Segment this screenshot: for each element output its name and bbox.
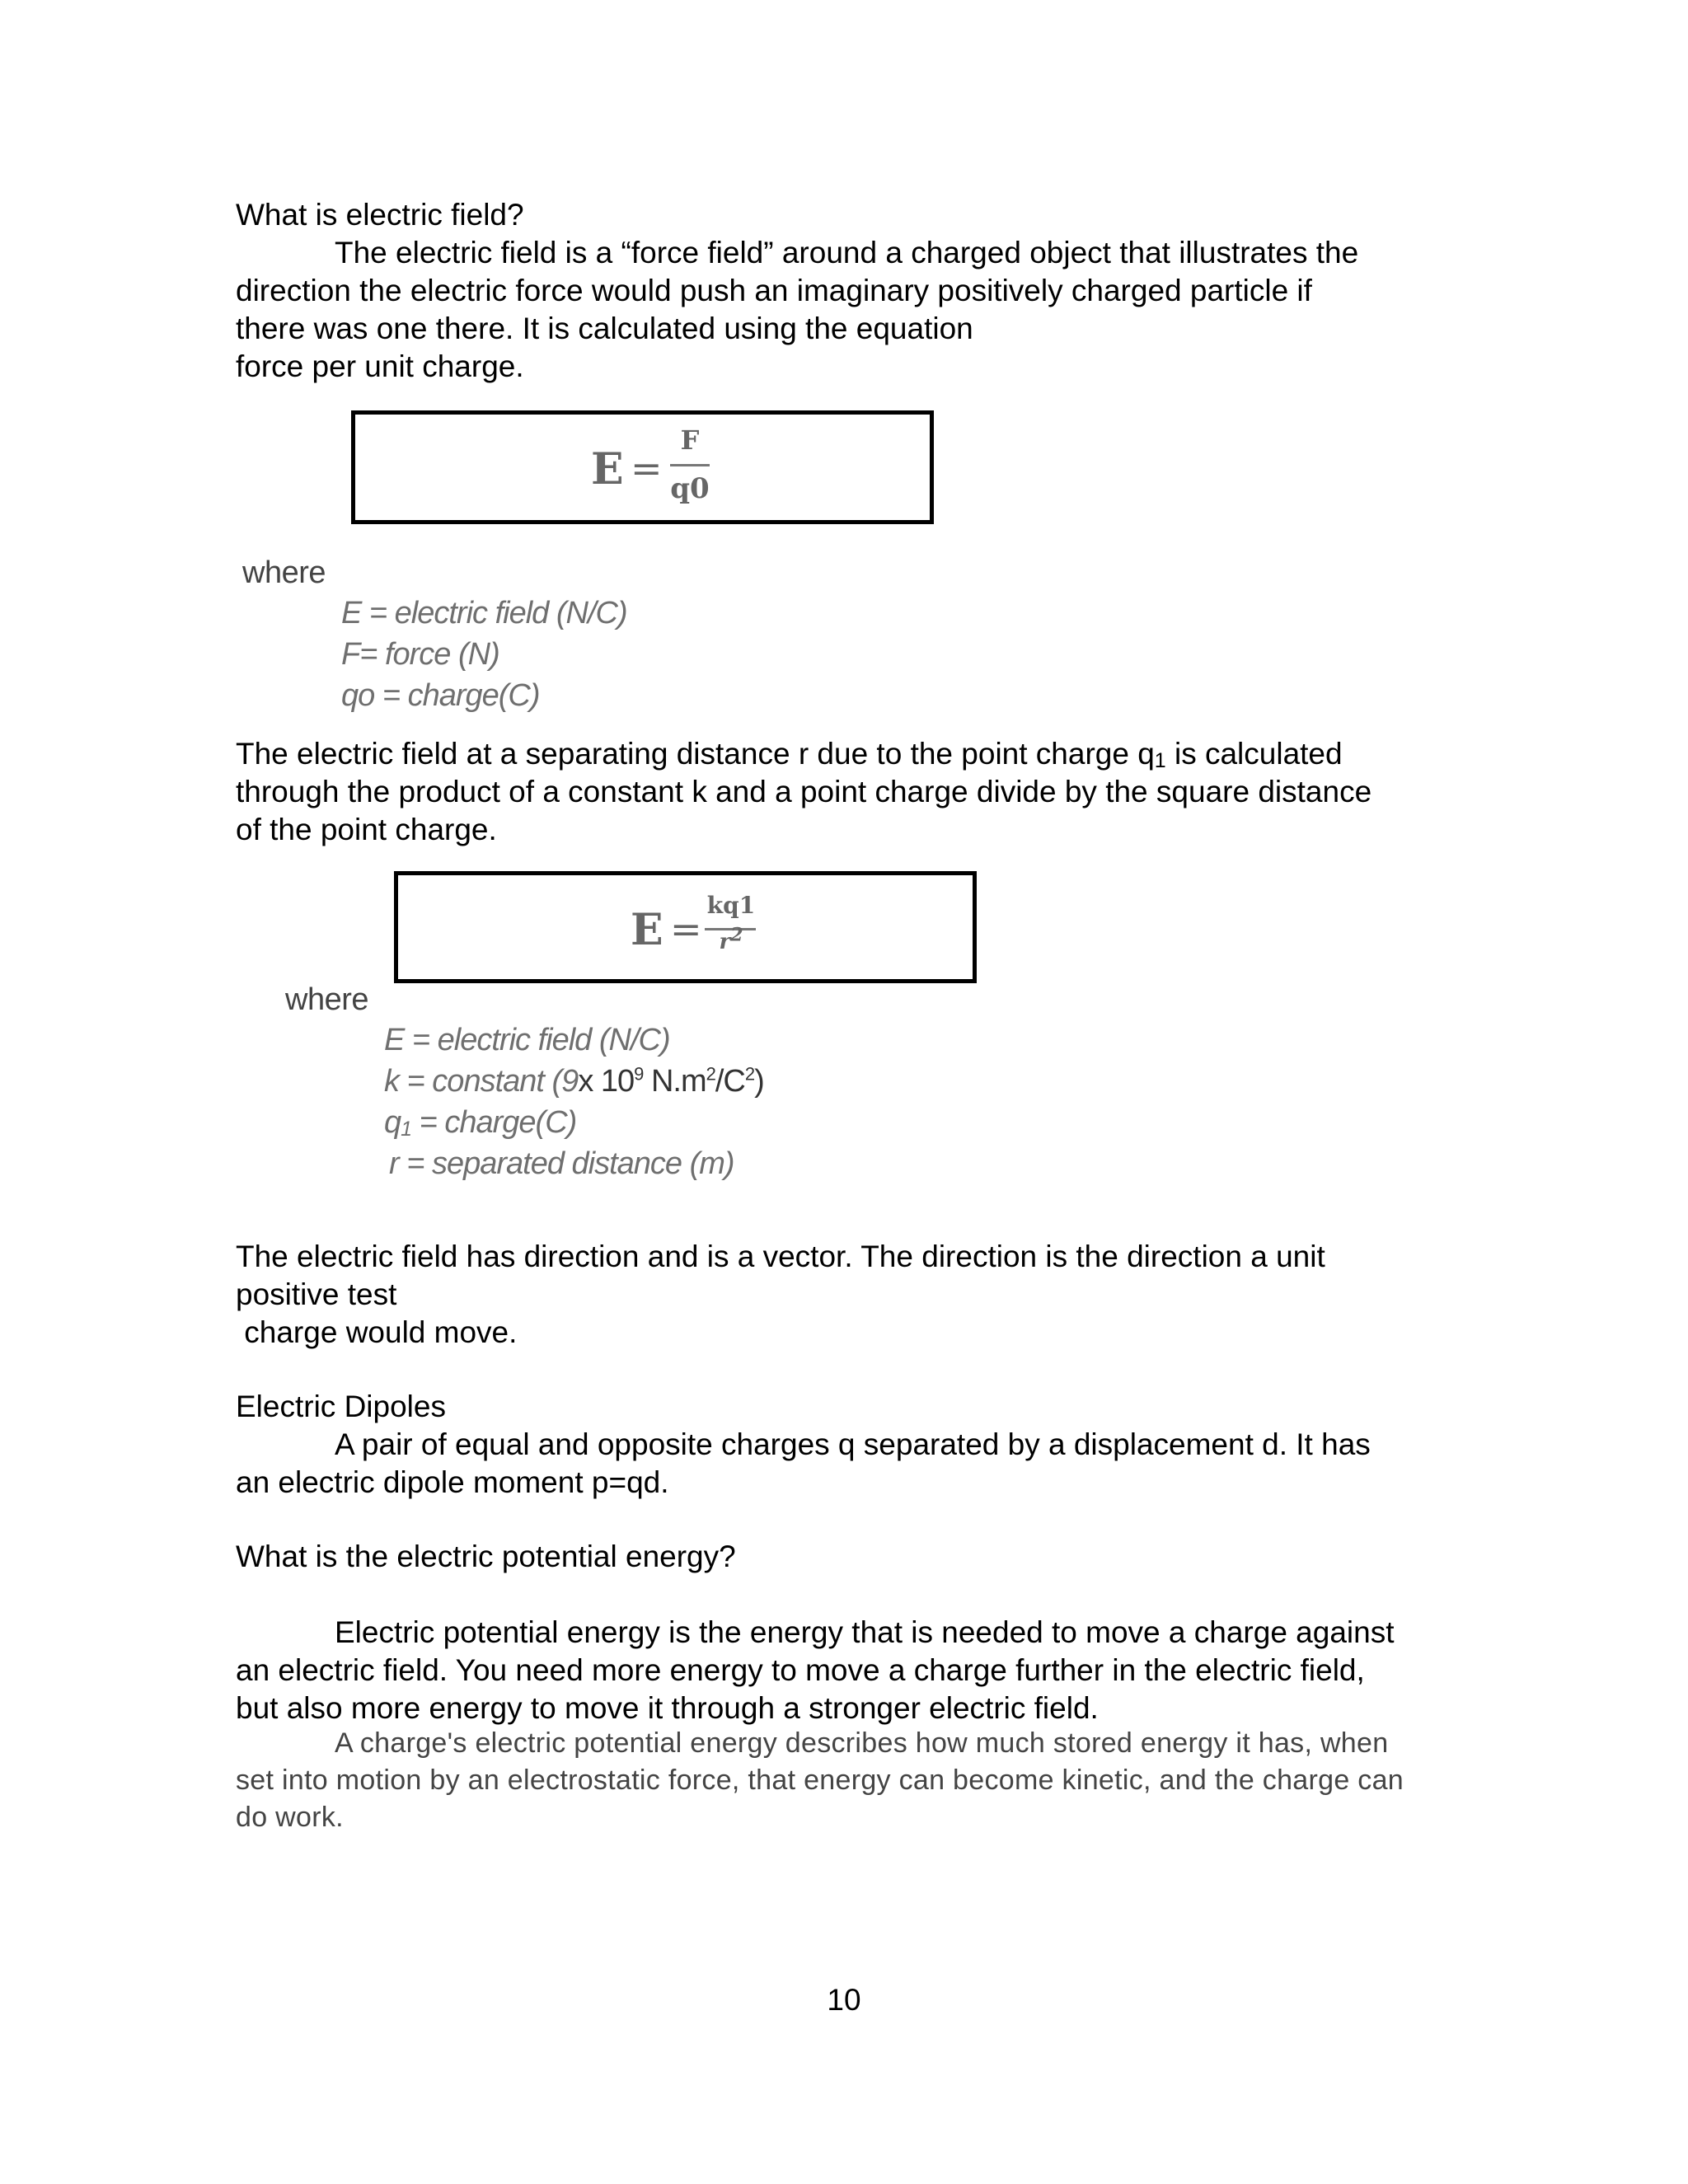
paragraph-stored-energy: [236, 1725, 1404, 1836]
paragraph-line: The electric field has direction and is a vector. The direction is the direction a unit: [236, 1240, 1325, 1273]
paragraph-line: The electric field at a separating distance r due to the point charge q1 is calculated: [236, 737, 1343, 772]
variable-definition: F= force (N): [341, 637, 499, 672]
fraction-denominator: q0: [670, 472, 710, 505]
heading-electric-dipoles: Electric Dipoles: [236, 1390, 446, 1423]
variable-definition: q1 = charge(C): [384, 1105, 577, 1141]
variable-definition: E = electric field (N/C): [384, 1023, 670, 1057]
paragraph-line: through the product of a constant k and a point charge divide by the square distance: [236, 775, 1372, 808]
paragraph-line: of the point charge.: [236, 813, 497, 846]
heading-electric-field: What is electric field?: [236, 198, 524, 232]
paragraph-line: set into motion by an electrostatic force, that energy can become kinetic, and the charge can: [236, 1765, 1404, 1796]
equation-box-coulomb: [394, 871, 977, 983]
variable-definition: r = separated distance (m): [389, 1146, 734, 1181]
paragraph-line: Electric potential energy is the energy that is needed to move a charge against: [335, 1615, 1395, 1649]
where-label: where: [242, 555, 326, 590]
variable-list-field: [341, 593, 627, 716]
equation-equals: =: [631, 446, 663, 490]
paragraph-line: do work.: [236, 1802, 344, 1833]
paragraph-vector: [236, 1238, 1325, 1352]
paragraph-dipoles: [236, 1426, 1371, 1502]
paragraph-line: force per unit charge.: [236, 349, 524, 383]
fraction-bar: [670, 464, 710, 466]
equation-lhs: E: [631, 905, 663, 955]
paragraph-line: but also more energy to move it through a stronger electric field.: [236, 1691, 1099, 1725]
paragraph-line: an electric dipole moment p=qd.: [236, 1465, 669, 1499]
variable-definition: k = constant (9x $10^9$ $N.m^2/C^2$): [384, 1063, 764, 1099]
equation-lhs: E: [591, 444, 624, 494]
variable-definition: E = electric field (N/C): [341, 596, 627, 630]
paragraph-line: A pair of equal and opposite charges q separated by a displacement d. It has: [335, 1427, 1371, 1461]
equation-box-field: [351, 410, 934, 524]
paragraph-line: A charge's electric potential energy describes how much stored energy it has, when: [335, 1727, 1389, 1759]
fraction-numerator: kq1: [706, 892, 756, 919]
paragraph-potential-energy: [236, 1614, 1395, 1727]
fraction-numerator: F: [680, 424, 700, 456]
paragraph-electric-field: [236, 234, 1358, 386]
variable-list-coulomb: [384, 1019, 764, 1184]
paragraph-line: direction the electric force would push an imaginary positively charged particle if: [236, 274, 1312, 307]
equation-equals: =: [670, 907, 702, 951]
paragraph-line: there was one there. It is calculated using the equation: [236, 312, 973, 345]
variable-definition: qo = charge(C): [341, 678, 540, 713]
heading-potential-energy: What is the electric potential energy?: [236, 1540, 736, 1573]
paragraph-point-charge: [236, 735, 1372, 849]
page-number: 10: [827, 1983, 861, 2017]
paragraph-line: charge would move.: [236, 1315, 518, 1349]
paragraph-line: positive test: [236, 1277, 397, 1311]
where-label: where: [285, 982, 368, 1017]
paragraph-line: The electric field is a “force field” around a charged object that illustrates the: [335, 236, 1359, 269]
paragraph-line: an electric field. You need more energy to move a charge further in the electric field,: [236, 1653, 1365, 1687]
fraction-denominator: $r^2$: [719, 924, 743, 954]
